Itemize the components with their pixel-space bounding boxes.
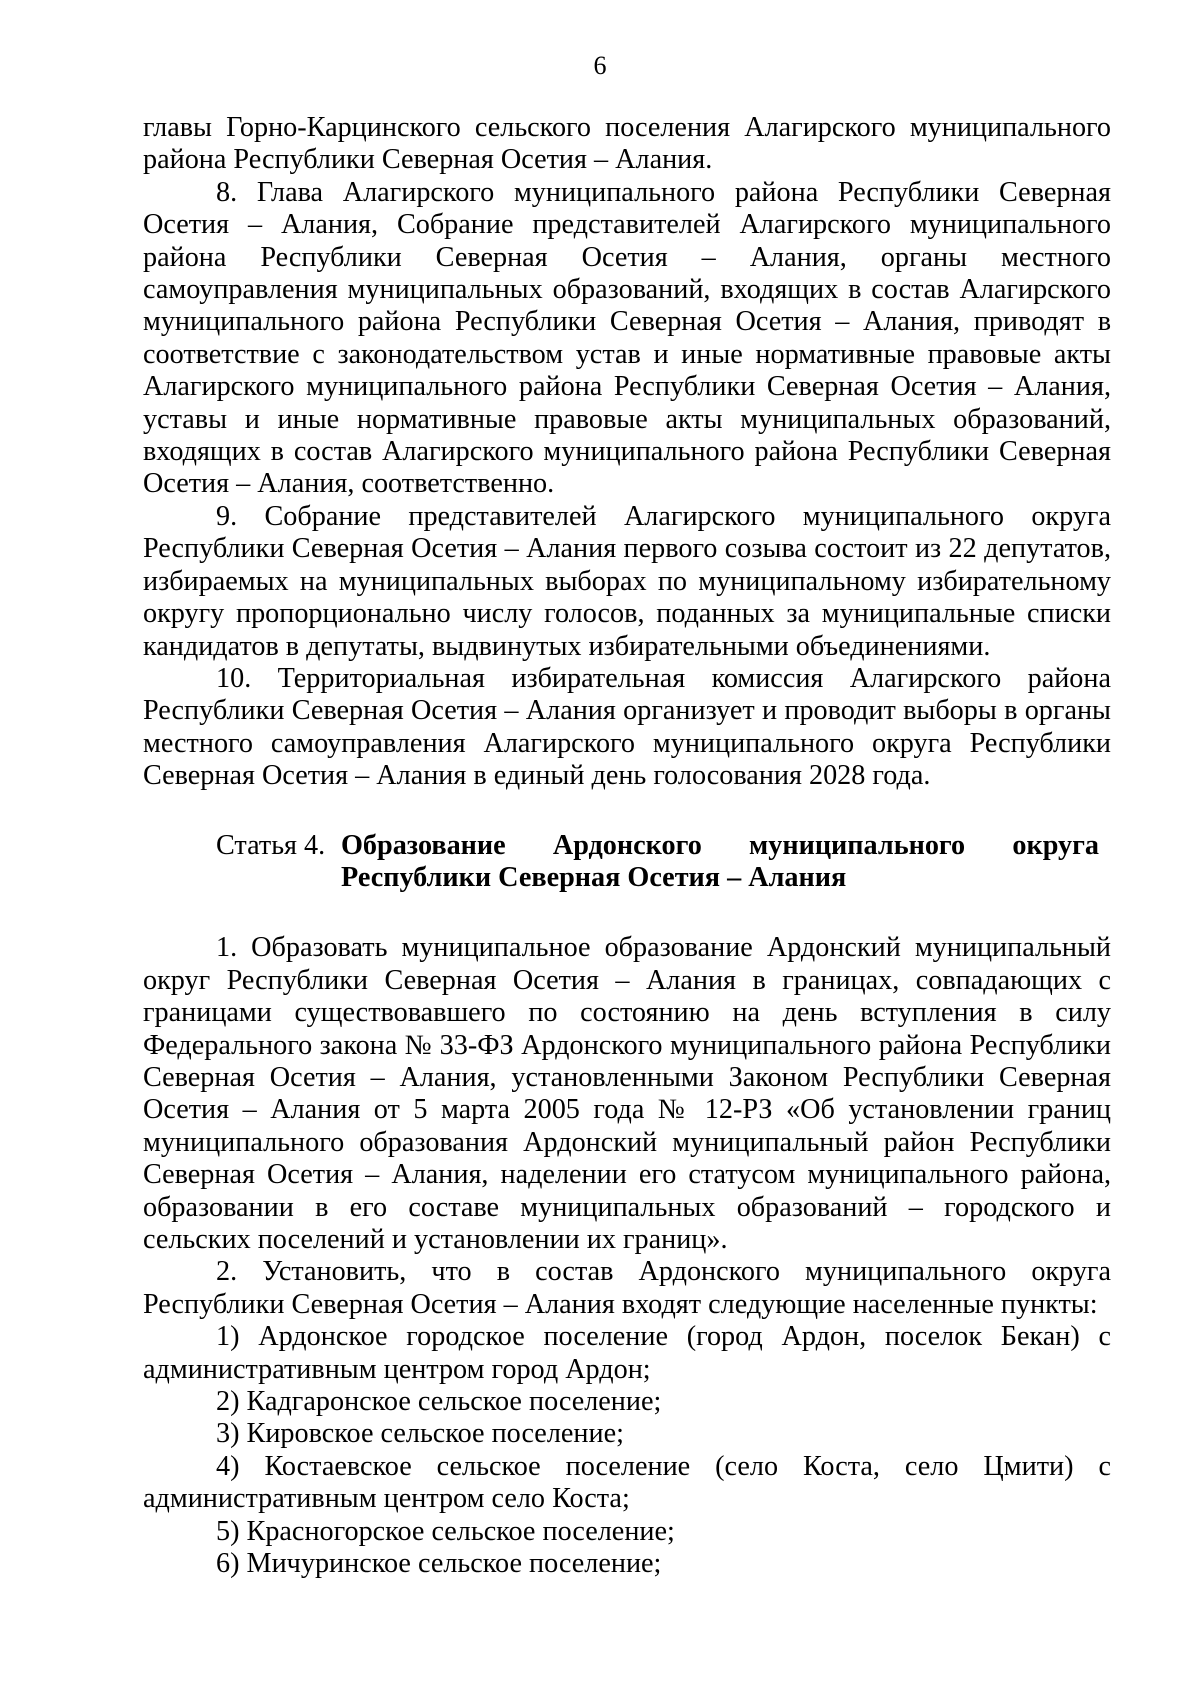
list-item-4: 4) Костаевское сельское поселение (село Коста, село Цмити) с административным центром село Коста; <box>143 1450 1111 1515</box>
list-item-3: 3) Кировское сельское поселение; <box>216 1418 624 1450</box>
paragraph-item-8: 8. Глава Алагирского муниципального района Республики Северная Осетия – Алания, Собрание представителей Алагирского муниципального района Республики Северная Осетия – Алания, органы местного самоуправления муниципальных образований, входящих в состав Алагирского муниципального района Республики Северная Осетия – Алания, приводят в соответствие с законодательством устав и иные нормативные правовые акты Алагирского муниципального района Республики Северная Осетия – Алания, уставы и иные нормативные правовые акты муниципальных образований, входящих в состав Алагирского муниципального района Республики Северная Осетия – Алания, соответственно. <box>143 176 1111 500</box>
paragraph-item-2: 2. Установить, что в состав Ардонского муниципального округа Республики Северная Осетия – Алания входят следующие населенные пункты: <box>143 1256 1111 1320</box>
document-body <box>143 112 1111 1580</box>
article-title <box>341 830 1111 895</box>
paragraph-item-10: 10. Территориальная избирательная комиссия Алагирского района Республики Северная Осетия – Алания организует и проводит выборы в органы местного самоуправления Алагирского муниципального округа Республики Северная Осетия – Алания в единый день голосования 2028 года. <box>143 662 1111 792</box>
list-item-5: 5) Красногорское сельское поселение; <box>216 1515 675 1547</box>
article-label: Статья 4. <box>216 829 326 861</box>
paragraph-item-9: 9. Собрание представителей Алагирского муниципального округа Республики Северная Осетия – Алания первого созыва состоит из 22 депутатов, избираемых на муниципальных выборах по муниципальному избирательному округу пропорционально числу голосов, поданных за муниципальные списки кандидатов в депутаты, выдвинутых избирательными объединениями. <box>143 500 1111 662</box>
page-number: 6 <box>593 51 607 80</box>
list-item-2: 2) Кадгаронское сельское поселение; <box>216 1386 662 1418</box>
paragraph-continuation: главы Горно-Карцинского сельского поселения Алагирского муниципального района Республики Северная Осетия – Алания. <box>143 112 1111 176</box>
article-title-line-1: Образование Ардонского муниципального округа <box>341 829 1099 861</box>
article-heading <box>143 830 1111 895</box>
list-item-1: 1) Ардонское городское поселение (город Ардон, поселок Бекан) с административным центром город Ардон; <box>143 1321 1111 1385</box>
paragraph-item-1: 1. Образовать муниципальное образование Ардонский муниципальный округ Республики Северная Осетия – Алания в границах, совпадающих с границами существовавшего по состоянию на день вступления в силу Федерального закона № 33-ФЗ Ардонского муниципального района Республики Северная Осетия – Алания, установленными Законом Республики Северная Осетия – Алания от 5 марта 2005 года № 12-РЗ «Об установлении границ муниципального образования Ардонский муниципальный район Республики Северная Осетия – Алания, наделении его статусом муниципального района, образовании в его составе муниципальных образований – городского и сельских поселений и установлении их границ». <box>143 932 1111 1255</box>
list-item-6: 6) Мичуринское сельское поселение; <box>216 1548 662 1580</box>
article-title-line-2: Республики Северная Осетия – Алания <box>341 861 847 893</box>
